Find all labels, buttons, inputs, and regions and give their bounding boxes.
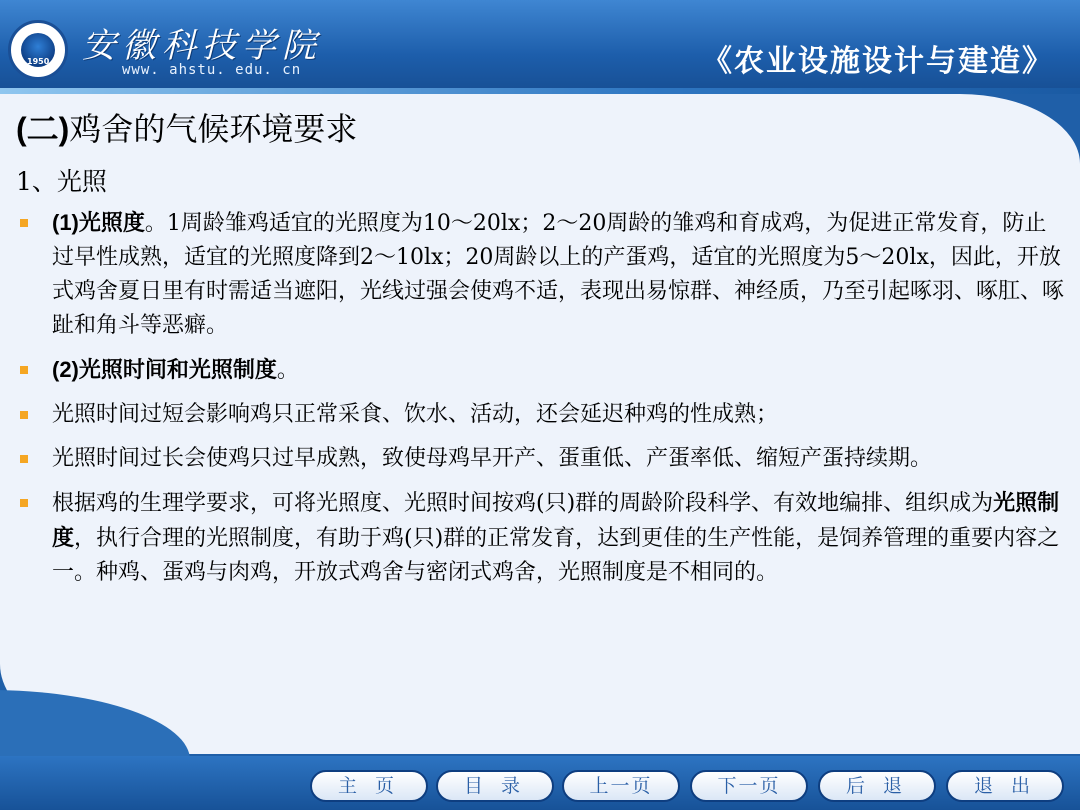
bullet-text: ，执行合理的光照制度，有助于鸡(只)群的正常发育，达到更佳的生产性能，是饲养管理的重要内容之一。种鸡、蛋鸡与肉鸡，开放式鸡舍与密闭式鸡舍，光照制度是不相同的。	[52, 526, 1060, 585]
list-item	[36, 398, 1066, 432]
school-logo	[8, 20, 68, 80]
school-name: 安徽科技学院	[82, 26, 322, 66]
list-item	[36, 486, 1066, 590]
home-button[interactable]: 主 页	[310, 770, 428, 802]
bullet-text: 光照时间过长会使鸡只过早成熟，致使母鸡早开产、蛋重低、产蛋率低、缩短产蛋持续期。	[52, 446, 933, 471]
bullet-square-icon	[20, 455, 28, 463]
bullet-text: 光照时间过短会影响鸡只正常采食、饮水、活动，还会延迟种鸡的性成熟；	[52, 402, 779, 427]
bullet-text-pre: 根据鸡的生理学要求，可将光照度、光照时间按鸡(只)群的周龄阶段科学、有效地编排、组织成为	[52, 491, 994, 516]
bullet-square-icon	[20, 366, 28, 374]
bullet-list	[36, 206, 1066, 600]
next-page-button[interactable]: 下一页	[690, 770, 808, 802]
list-item	[36, 206, 1066, 343]
back-button[interactable]: 后 退	[818, 770, 936, 802]
course-title: 《农业设施设计与建造》	[702, 44, 1054, 79]
bullet-text: 。	[276, 358, 299, 383]
bullet-square-icon	[20, 219, 28, 227]
subsection-heading: 1、光照	[16, 167, 107, 196]
prev-page-button[interactable]: 上一页	[562, 770, 680, 802]
bullet-bold: 光照制度	[52, 490, 1060, 550]
logo-year: 1950	[27, 57, 50, 66]
list-item	[36, 353, 1066, 388]
bullet-bold: (1)光照度	[52, 210, 145, 235]
heading-text: 鸡舍的气候环境要求	[69, 110, 358, 148]
section-heading	[16, 104, 357, 150]
heading-prefix: (二)	[16, 111, 70, 147]
contents-button[interactable]: 目 录	[436, 770, 554, 802]
bullet-bold: (2)光照时间和光照制度	[52, 357, 277, 382]
exit-button[interactable]: 退 出	[946, 770, 1064, 802]
school-url: www. ahstu. edu. cn	[122, 62, 302, 78]
list-item	[36, 442, 1066, 476]
bullet-text: 。1周龄雏鸡适宜的光照度为10～20lx；2～20周龄的雏鸡和育成鸡，为促进正常发育，防止过早性成熟，适宜的光照度降到2～10lx；20周龄以上的产蛋鸡，适宜的光照度为5～20lx，因此，开放式鸡舍夏日里有时需适当遮阳，光线过强会使鸡不适，表现出易惊群、神经质，乃至引起啄羽、啄肛、啄趾和角斗等恶癖。	[52, 211, 1065, 338]
bullet-square-icon	[20, 499, 28, 507]
bullet-square-icon	[20, 411, 28, 419]
